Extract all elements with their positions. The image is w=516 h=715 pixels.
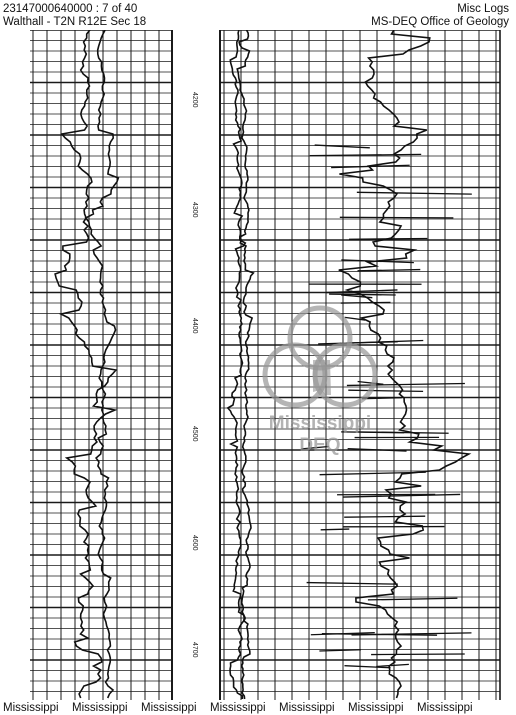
- footer-word: Mississippi: [417, 702, 473, 714]
- well-log-scan: [0, 30, 516, 700]
- document-type: Misc Logs: [457, 3, 509, 15]
- curve-spike: [348, 390, 423, 391]
- curve-spike: [368, 598, 457, 600]
- curve-spike: [307, 583, 398, 585]
- curve-spike: [310, 154, 421, 155]
- footer-word: Mississippi: [141, 702, 197, 714]
- footer-watermark-strip: [0, 701, 516, 715]
- depth-label: 4200: [191, 92, 198, 108]
- footer-word: Mississippi: [72, 702, 128, 714]
- curve-spike: [341, 302, 391, 303]
- office-name: MS-DEQ Office of Geology: [371, 16, 509, 28]
- curve-spike: [344, 516, 425, 517]
- watermark-title: Mississippi: [268, 413, 372, 434]
- curve-spike: [340, 217, 454, 218]
- curve-spike: [347, 383, 465, 385]
- log-curves: [55, 30, 472, 699]
- curve-spike: [357, 192, 472, 194]
- curve-spike: [329, 294, 396, 295]
- depth-label: 4700: [191, 642, 198, 658]
- curve-spike: [357, 432, 448, 433]
- watermark-subtitle: DEQ: [299, 435, 341, 456]
- curve-spike: [358, 382, 384, 385]
- footer-word: Mississippi: [3, 702, 59, 714]
- depth-label: 4400: [191, 318, 198, 334]
- well-log-image: [0, 30, 516, 700]
- well-location: Walthall - T2N R12E Sec 18: [3, 16, 147, 28]
- depth-track: [191, 30, 220, 700]
- footer-word: Mississippi: [348, 702, 404, 714]
- footer-word: Mississippi: [279, 702, 335, 714]
- right-track-grid: [220, 30, 500, 700]
- curve-spike: [341, 295, 372, 298]
- curve-spike: [376, 664, 409, 666]
- footer-word: Mississippi: [210, 702, 266, 714]
- curve-spike: [371, 654, 465, 655]
- curve-spike: [301, 447, 328, 449]
- document-id-and-page: 23147000640000 : 7 of 40: [3, 3, 138, 15]
- depth-label: 4300: [191, 202, 198, 218]
- curve-spike: [349, 239, 427, 240]
- curve-spike: [321, 529, 350, 530]
- sp-curve: [55, 30, 116, 698]
- depth-label: 4500: [191, 426, 198, 442]
- depth-label: 4600: [191, 535, 198, 551]
- sp-curve-secondary: [86, 30, 119, 698]
